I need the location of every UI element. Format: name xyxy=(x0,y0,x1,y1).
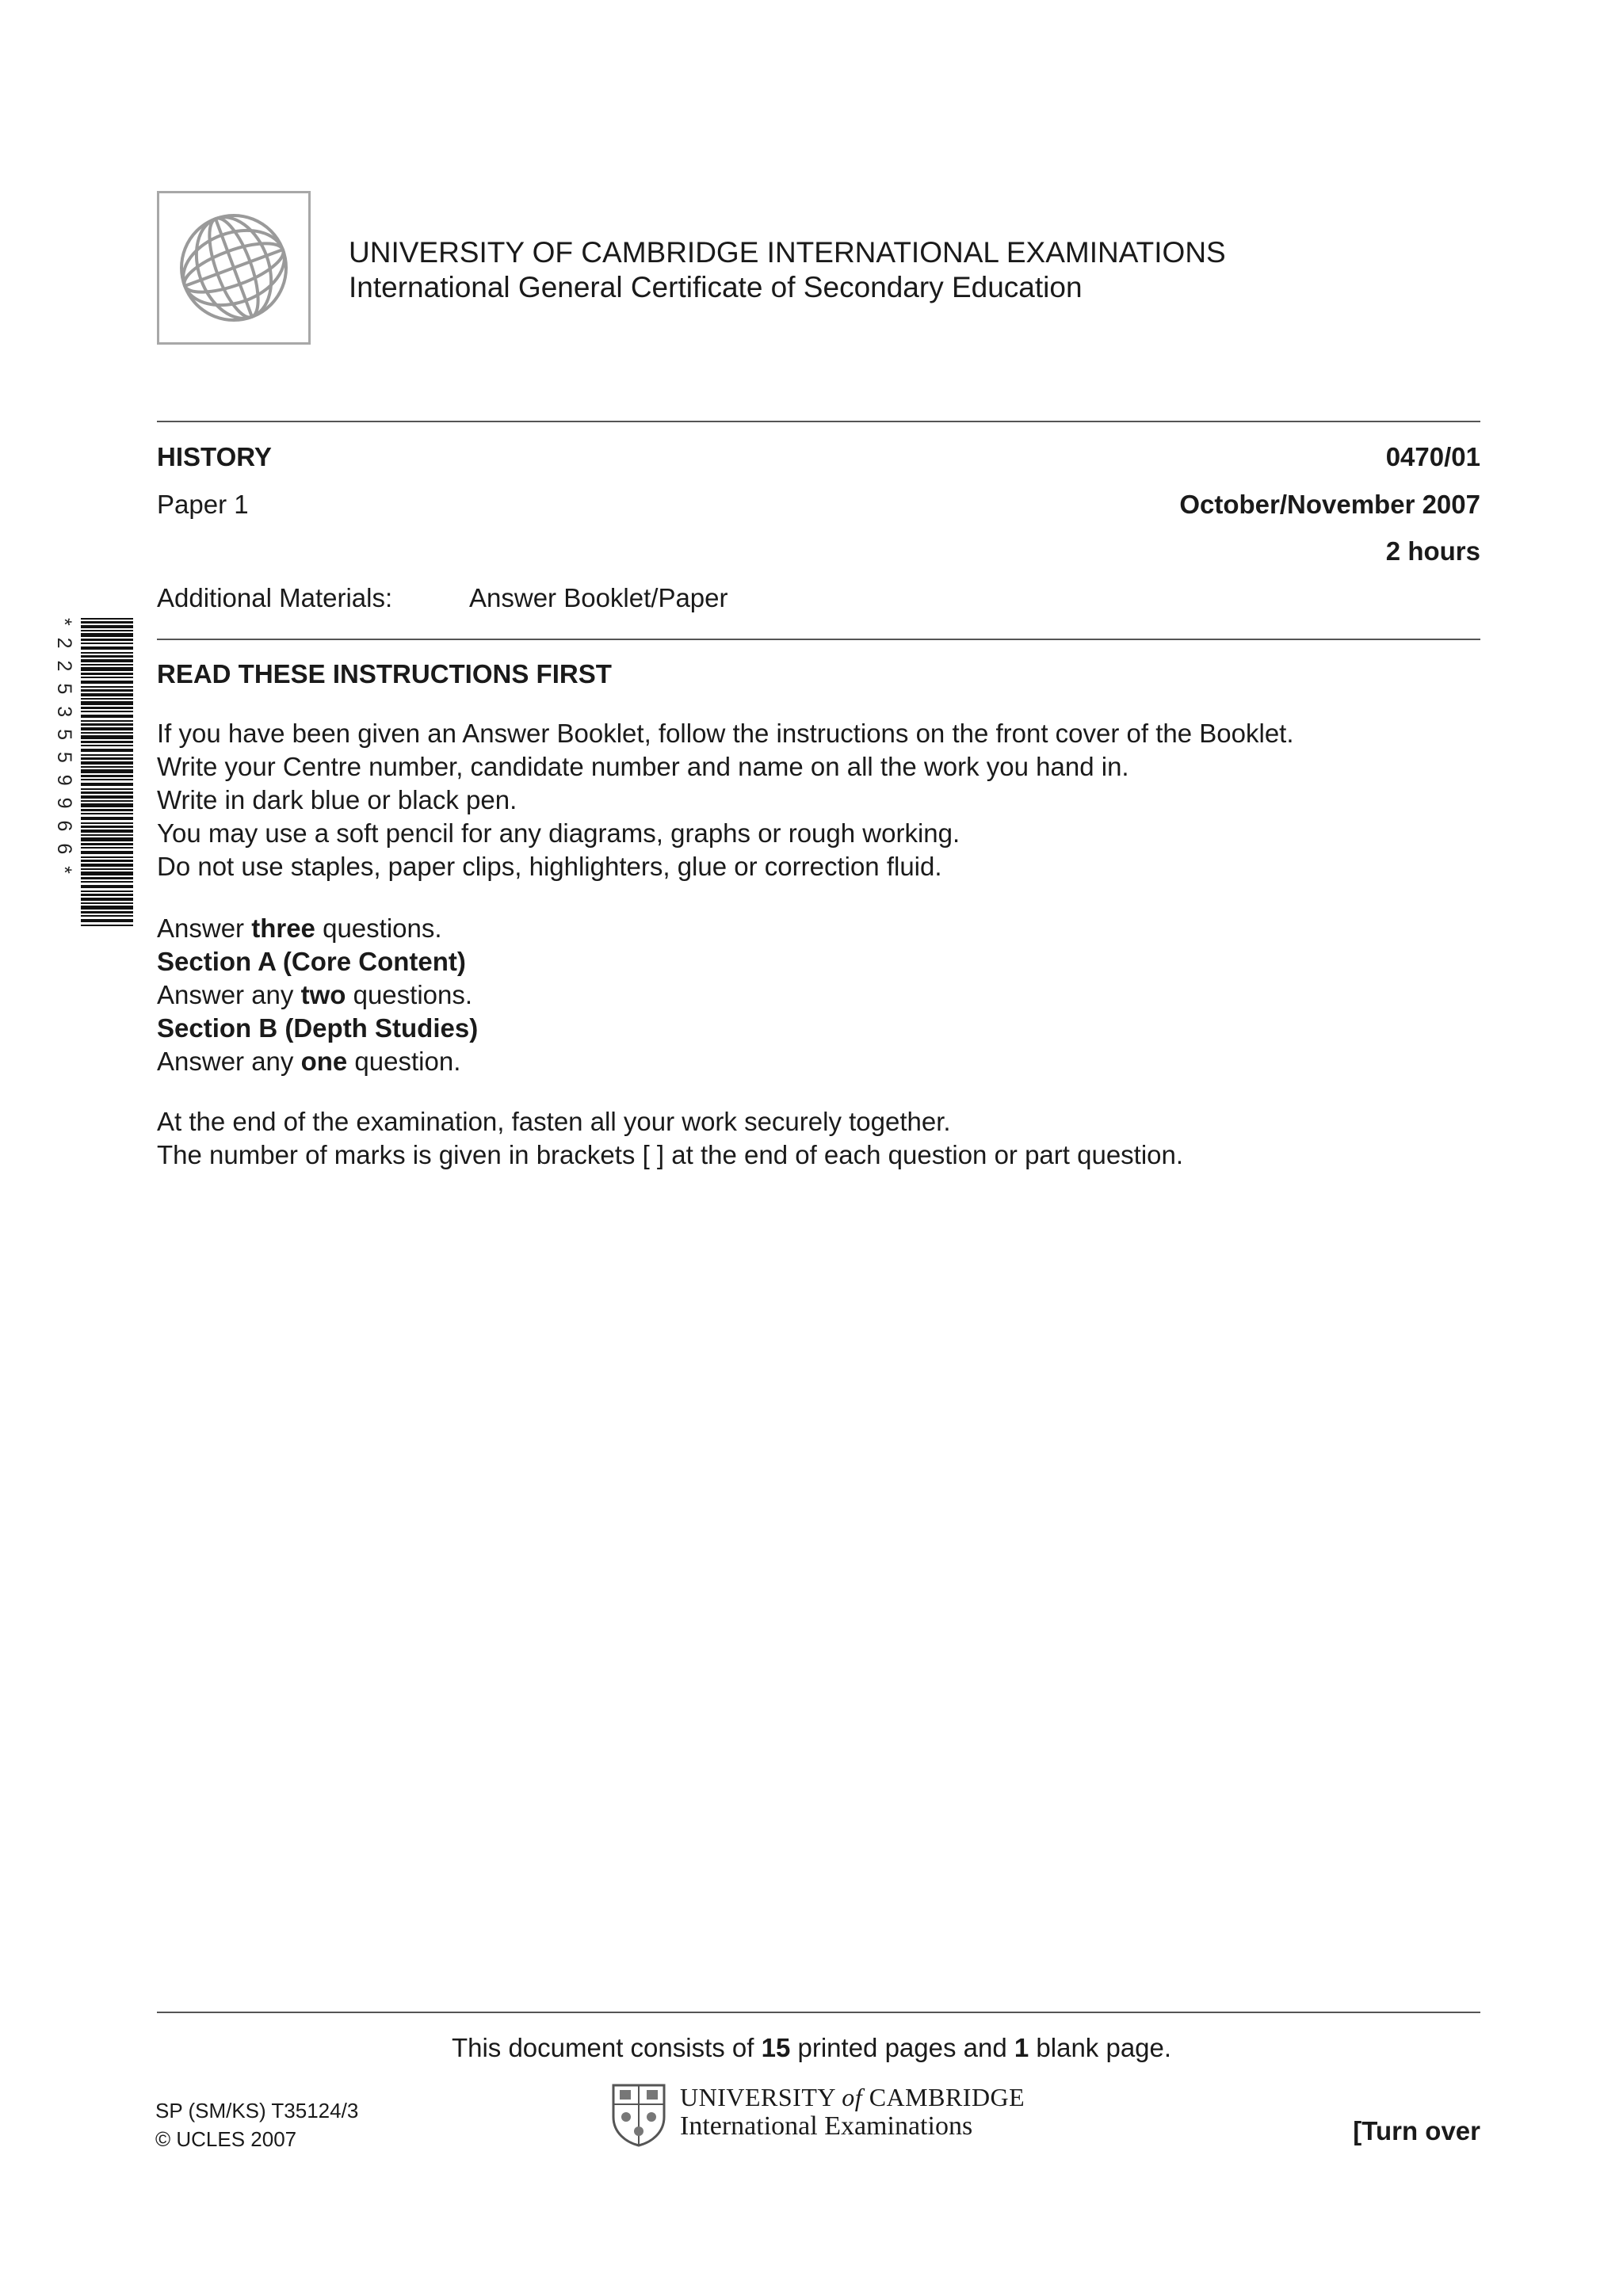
materials-label: Additional Materials: xyxy=(157,583,393,612)
barcode-bar xyxy=(81,693,133,696)
instructions-rule xyxy=(157,639,1480,640)
barcode-bar xyxy=(81,745,133,746)
barcode-bar xyxy=(81,795,133,799)
materials-value: Answer Booklet/Paper xyxy=(469,583,728,612)
barcode-bar xyxy=(81,834,133,836)
barcode-bar xyxy=(81,715,133,718)
barcode-bar xyxy=(81,860,133,862)
barcode-bar xyxy=(81,652,133,654)
barcode-bar xyxy=(81,720,133,722)
barcode-bar xyxy=(81,735,133,739)
subject: HISTORY xyxy=(157,442,272,471)
duration: 2 hours xyxy=(1385,536,1480,566)
barcode-bar xyxy=(81,822,133,824)
barcode-bar xyxy=(81,723,133,726)
barcode-bar xyxy=(81,871,133,875)
instruction-line: Do not use staples, paper clips, highlighters, glue or correction fluid. xyxy=(157,852,942,881)
cambridge-logo-line-1: UNIVERSITY of CAMBRIDGE xyxy=(680,2083,1025,2111)
barcode-bar xyxy=(81,625,133,628)
barcode-bar xyxy=(81,779,133,780)
barcode-bar xyxy=(81,761,133,765)
instruction-line: Write your Centre number, candidate number and name on all the work you hand in. xyxy=(157,752,1129,781)
barcode-bar xyxy=(81,701,133,705)
barcode-bar xyxy=(81,646,133,650)
barcode-bar xyxy=(81,881,133,883)
page-count-line: This document consists of 15 printed pages and 1 blank page. xyxy=(451,2033,1172,2062)
barcode-bar xyxy=(81,621,133,624)
section-a-instruction: Answer any two questions. xyxy=(157,980,473,1009)
cambridge-crest-icon xyxy=(610,2082,667,2147)
barcode-digits: * 2 2 5 3 5 5 9 9 6 6 * xyxy=(53,618,75,877)
barcode-bar xyxy=(81,800,133,802)
section-b-heading: Section B (Depth Studies) xyxy=(157,1013,479,1043)
barcode-bar xyxy=(81,847,133,849)
session: October/November 2007 xyxy=(1179,490,1480,519)
section-a-heading: Section A (Core Content) xyxy=(157,947,466,976)
barcode-bar xyxy=(81,868,133,870)
paper-code: 0470/01 xyxy=(1385,442,1480,471)
barcode-bar xyxy=(81,894,133,896)
barcode-bar xyxy=(81,864,133,867)
instruction-line: If you have been given an Answer Booklet, follow the instructions on the front cover of the Booklet. xyxy=(157,719,1294,748)
globe-icon xyxy=(170,204,297,331)
barcode-bar xyxy=(81,749,133,752)
instructions-heading: READ THESE INSTRUCTIONS FIRST xyxy=(157,659,612,688)
instruction-line: Write in dark blue or black pen. xyxy=(157,785,517,814)
barcode-bar xyxy=(81,667,133,671)
barcode-bar xyxy=(81,837,133,841)
answer-count-line: Answer three questions. xyxy=(157,913,442,943)
section-b-instruction: Answer any one question. xyxy=(157,1047,461,1076)
barcode-bar xyxy=(81,783,133,786)
barcode-bar xyxy=(81,643,133,644)
barcode-bar xyxy=(81,898,133,901)
barcode-bar xyxy=(81,791,133,794)
barcode-bar xyxy=(81,877,133,879)
barcode-bar xyxy=(81,902,133,904)
barcode-bar xyxy=(81,681,133,684)
barcode-bar xyxy=(81,775,133,777)
barcode xyxy=(49,618,135,927)
org-subtitle: International General Certificate of Secondary Education xyxy=(349,271,1083,303)
barcode-bar xyxy=(81,906,133,910)
barcode-bar xyxy=(81,843,133,845)
copyright: © UCLES 2007 xyxy=(155,2127,297,2151)
barcode-bar xyxy=(81,803,133,807)
barcode-bar xyxy=(81,754,133,756)
barcode-bar xyxy=(81,659,133,662)
document-reference: SP (SM/KS) T35124/3 xyxy=(155,2099,359,2122)
barcode-bar xyxy=(81,925,133,926)
barcode-bar xyxy=(81,630,133,631)
globe-logo-box xyxy=(157,191,311,345)
barcode-bar xyxy=(81,766,133,768)
barcode-bar xyxy=(81,618,133,620)
barcode-bar xyxy=(81,757,133,760)
barcode-bar xyxy=(81,741,133,743)
barcode-bar xyxy=(81,732,133,734)
barcode-bar xyxy=(81,830,133,833)
barcode-bar xyxy=(81,769,133,773)
end-instruction-1: At the end of the examination, fasten all your work securely together. xyxy=(157,1107,951,1136)
org-name: UNIVERSITY OF CAMBRIDGE INTERNATIONAL EXAMINATIONS xyxy=(349,236,1226,269)
paper-label: Paper 1 xyxy=(157,490,249,519)
barcode-bar xyxy=(81,788,133,790)
turn-over: [Turn over xyxy=(1353,2116,1480,2145)
barcode-bar xyxy=(81,689,133,692)
barcode-bar xyxy=(81,711,133,712)
barcode-bar xyxy=(81,727,133,730)
barcode-bar xyxy=(81,673,133,675)
barcode-bar xyxy=(81,915,133,917)
barcode-bar xyxy=(81,633,133,637)
barcode-bar xyxy=(81,707,133,709)
instruction-line: You may use a soft pencil for any diagrams, graphs or rough working. xyxy=(157,818,960,848)
barcode-bar xyxy=(81,891,133,892)
barcode-bar xyxy=(81,664,133,666)
barcode-bar xyxy=(81,919,133,922)
barcode-bar xyxy=(81,851,133,854)
barcode-bar xyxy=(81,677,133,678)
barcode-bar xyxy=(81,885,133,888)
barcode-bar xyxy=(81,826,133,828)
barcode-bar xyxy=(81,639,133,641)
barcode-bar xyxy=(81,655,133,658)
barcode-bar xyxy=(81,911,133,913)
cambridge-logo-line-2: International Examinations xyxy=(680,2111,973,2141)
barcode-bar xyxy=(81,856,133,858)
footer-rule xyxy=(157,2012,1480,2013)
barcode-bar xyxy=(81,809,133,811)
barcode-bar xyxy=(81,817,133,820)
barcode-bar xyxy=(81,813,133,814)
barcode-bar xyxy=(81,698,133,700)
barcode-bar xyxy=(81,686,133,688)
header-rule xyxy=(157,421,1480,422)
end-instruction-2: The number of marks is given in brackets [ ] at the end of each question or part question. xyxy=(157,1140,1184,1169)
